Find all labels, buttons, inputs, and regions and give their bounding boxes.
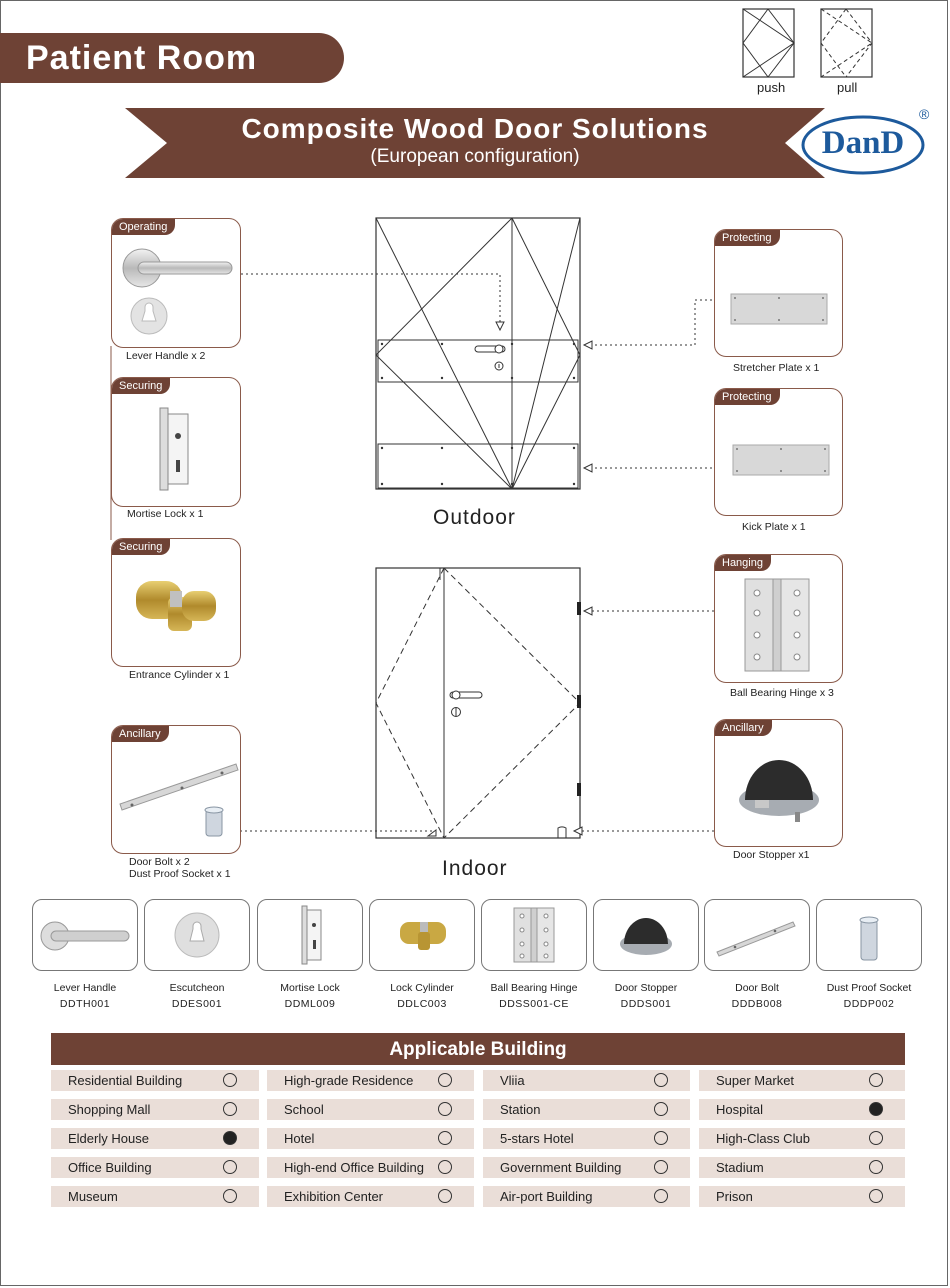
building-option-label: Vliia	[500, 1073, 525, 1088]
card-stretcher-plate	[714, 229, 843, 357]
building-option	[699, 1099, 905, 1120]
product-door-bolt	[704, 899, 810, 971]
caption-kick-plate: Kick Plate x 1	[742, 521, 806, 533]
radio-icon	[223, 1189, 237, 1203]
product-dust-proof-socket	[816, 899, 922, 971]
card-tag: Hanging	[715, 555, 771, 571]
product-code: DDDP002	[843, 998, 895, 1010]
building-option-label: Exhibition Center	[284, 1189, 383, 1204]
door-stopper-image	[715, 720, 843, 847]
product-name: Door Stopper	[614, 982, 678, 994]
product-name: Ball Bearing Hinge	[490, 982, 578, 994]
brand-logo	[800, 106, 930, 178]
building-option-label: 5-stars Hotel	[500, 1131, 574, 1146]
building-option-label: Hospital	[716, 1102, 763, 1117]
card-hinge	[714, 554, 843, 683]
building-option-label: Residential Building	[68, 1073, 183, 1088]
lock-cylinder-thumb	[370, 900, 474, 970]
card-door-stopper	[714, 719, 843, 847]
radio-icon	[654, 1073, 668, 1087]
building-option-label: Shopping Mall	[68, 1102, 151, 1117]
product-escutcheon	[144, 899, 250, 971]
hinge-image	[715, 555, 843, 683]
applicable-building-header: Applicable Building	[51, 1033, 905, 1065]
product-code: DDTH001	[59, 998, 111, 1010]
building-option	[267, 1157, 474, 1178]
caption-door-bolt	[129, 856, 231, 880]
outdoor-label: Outdoor	[433, 506, 516, 529]
banner-title: Composite Wood Door Solutions	[241, 113, 709, 144]
product-door-stopper	[593, 899, 699, 971]
product-lever-handle	[32, 899, 138, 971]
building-option-label: High-grade Residence	[284, 1073, 414, 1088]
building-option	[51, 1186, 259, 1207]
card-tag: Protecting	[715, 389, 780, 405]
building-option	[267, 1186, 474, 1207]
building-option	[483, 1157, 690, 1178]
building-option-label: Stadium	[716, 1160, 764, 1175]
product-name: Dust Proof Socket	[826, 982, 912, 994]
radio-icon	[869, 1189, 883, 1203]
product-code: DDES001	[171, 998, 223, 1010]
door-bolt-image	[112, 726, 241, 854]
building-option	[699, 1157, 905, 1178]
caption-hinge: Ball Bearing Hinge x 3	[730, 687, 834, 699]
building-option-label: High-Class Club	[716, 1131, 810, 1146]
card-tag: Securing	[112, 539, 170, 555]
building-option-label: Government Building	[500, 1160, 622, 1175]
caption-lever-handle: Lever Handle x 2	[126, 350, 206, 362]
building-option-label: High-end Office Building	[284, 1160, 424, 1175]
radio-icon	[438, 1160, 452, 1174]
hinge-thumb	[482, 900, 586, 970]
caption-door-stopper: Door Stopper x1	[733, 849, 810, 861]
building-option	[699, 1128, 905, 1149]
building-option-label: School	[284, 1102, 324, 1117]
dust-proof-socket-thumb	[817, 900, 921, 970]
product-hinge	[481, 899, 587, 971]
radio-icon	[869, 1160, 883, 1174]
building-option	[267, 1099, 474, 1120]
product-mortise-lock	[257, 899, 363, 971]
card-door-bolt	[111, 725, 241, 854]
building-option	[51, 1099, 259, 1120]
building-option	[51, 1128, 259, 1149]
card-tag: Protecting	[715, 230, 780, 246]
caption-door-bolt-line2: Dust Proof Socket x 1	[129, 868, 231, 880]
card-tag: Securing	[112, 378, 170, 394]
radio-icon	[654, 1189, 668, 1203]
building-option	[51, 1157, 259, 1178]
building-option-label: Super Market	[716, 1073, 795, 1088]
radio-icon	[438, 1131, 452, 1145]
caption-entrance-cylinder: Entrance Cylinder x 1	[129, 669, 230, 681]
caption-stretcher-plate: Stretcher Plate x 1	[733, 362, 820, 374]
building-option	[267, 1070, 474, 1091]
stretcher-plate-image	[715, 230, 843, 357]
building-option	[483, 1128, 690, 1149]
product-code: DDLC003	[397, 998, 447, 1010]
building-option	[699, 1070, 905, 1091]
door-bolt-thumb	[705, 900, 809, 970]
radio-icon	[869, 1073, 883, 1087]
banner-subtitle: (European configuration)	[370, 146, 580, 167]
card-lever-handle	[111, 218, 241, 348]
building-option	[483, 1186, 690, 1207]
product-code: DDDS001	[620, 998, 672, 1010]
card-tag: Ancillary	[112, 726, 169, 742]
kick-plate-image	[715, 389, 843, 516]
product-name: Lock Cylinder	[390, 982, 454, 994]
product-code: DDDB008	[731, 998, 783, 1010]
radio-icon	[654, 1131, 668, 1145]
building-option	[483, 1099, 690, 1120]
radio-icon	[438, 1189, 452, 1203]
product-name: Lever Handle	[53, 982, 117, 994]
product-lock-cylinder	[369, 899, 475, 971]
mortise-lock-image	[112, 378, 241, 507]
push-pull-legend-icons	[740, 8, 880, 80]
building-option-label: Air-port Building	[500, 1189, 593, 1204]
lever-handle-thumb	[33, 900, 137, 970]
card-tag: Operating	[112, 219, 175, 235]
legend-pull-label: pull	[837, 80, 858, 95]
door-stopper-thumb	[594, 900, 698, 970]
building-option	[699, 1186, 905, 1207]
radio-icon	[438, 1102, 452, 1116]
building-option-label: Elderly House	[68, 1131, 149, 1146]
building-option-label: Hotel	[284, 1131, 315, 1146]
page-title: Patient Room	[0, 33, 344, 83]
product-name: Mortise Lock	[280, 982, 340, 994]
radio-icon	[223, 1102, 237, 1116]
radio-icon	[869, 1131, 883, 1145]
lock-cylinder-image	[112, 539, 241, 667]
legend-push-label: push	[757, 80, 786, 95]
product-code: DDML009	[284, 998, 336, 1010]
product-name: Door Bolt	[735, 982, 779, 994]
card-mortise-lock	[111, 377, 241, 507]
building-option	[483, 1070, 690, 1091]
card-entrance-cylinder	[111, 538, 241, 667]
card-kick-plate	[714, 388, 843, 516]
radio-icon	[438, 1073, 452, 1087]
product-name: Escutcheon	[169, 982, 225, 994]
building-option-label: Station	[500, 1102, 541, 1117]
building-option	[51, 1070, 259, 1091]
mortise-lock-thumb	[258, 900, 362, 970]
caption-door-bolt-line1: Door Bolt x 2	[129, 856, 190, 868]
building-option-label: Prison	[716, 1189, 753, 1204]
radio-selected-icon	[869, 1102, 883, 1116]
product-code: DDSS001-CE	[499, 998, 569, 1010]
registered-mark: ®	[919, 106, 930, 122]
building-option-label: Office Building	[68, 1160, 152, 1175]
radio-selected-icon	[223, 1131, 237, 1145]
lever-handle-image	[112, 219, 241, 348]
building-option	[267, 1128, 474, 1149]
radio-icon	[654, 1160, 668, 1174]
escutcheon-thumb	[145, 900, 249, 970]
logo-text: DanD	[821, 125, 905, 161]
radio-icon	[223, 1160, 237, 1174]
caption-mortise-lock: Mortise Lock x 1	[127, 508, 204, 520]
building-option-label: Museum	[68, 1189, 118, 1204]
card-tag: Ancillary	[715, 720, 772, 736]
radio-icon	[654, 1102, 668, 1116]
indoor-label: Indoor	[442, 857, 508, 880]
radio-icon	[223, 1073, 237, 1087]
